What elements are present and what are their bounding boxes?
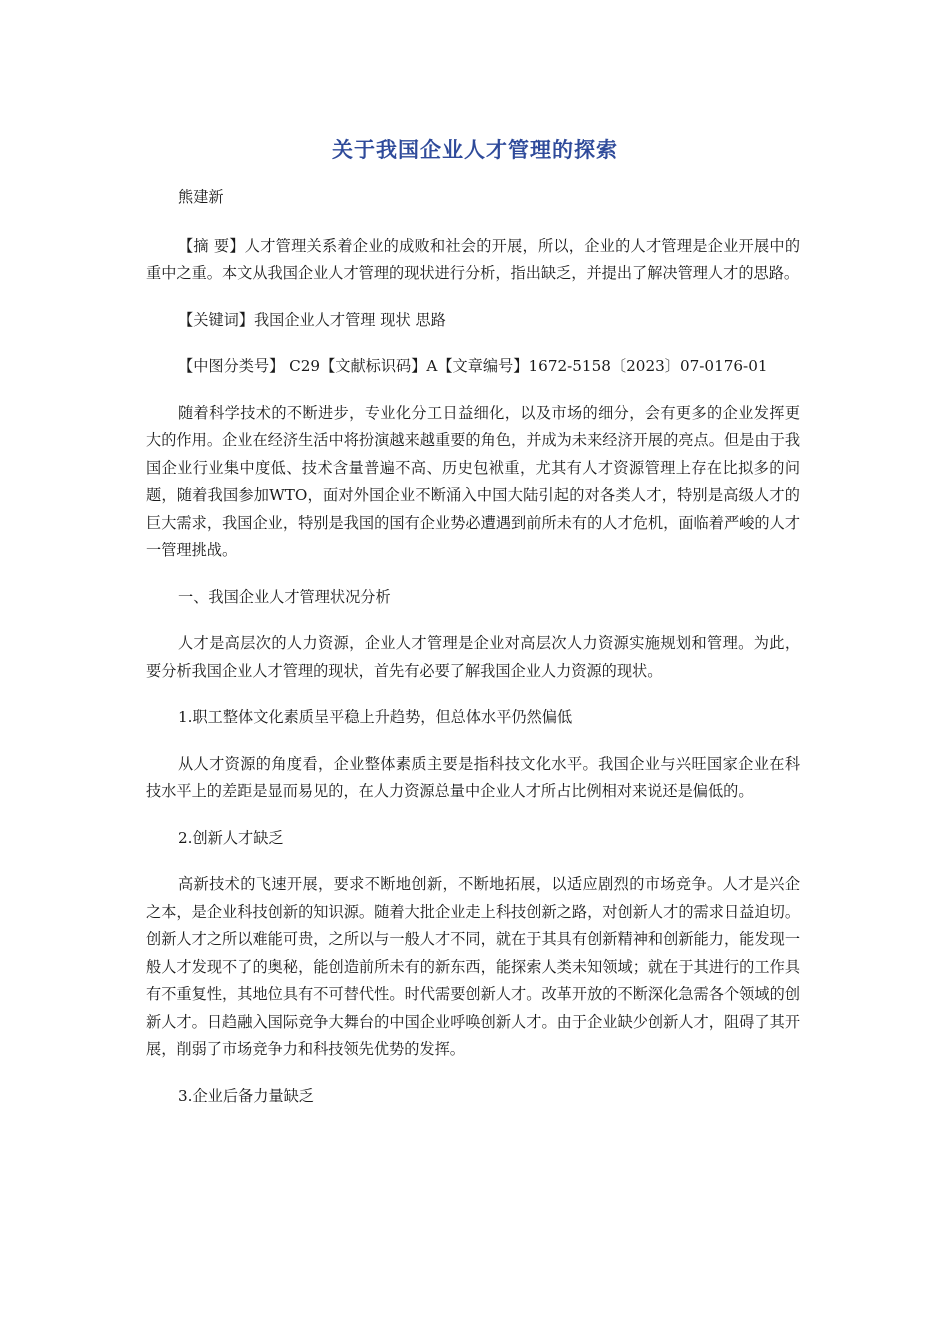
abstract-text: 人才管理关系着企业的成败和社会的开展，所以，企业的人才管理是企业开展中的重中之重。本文从我国企业人才管理的现状进行分析，指出缺乏，并提出了解决管理人才的思路。 bbox=[146, 236, 801, 282]
abstract-label: 【摘 要】 bbox=[178, 236, 245, 255]
section1-paragraph: 人才是高层次的人力资源，企业人才管理是企业对高层次人力资源实施规划和管理。为此，要分析我国企业人才管理的现状，首先有必要了解我国企业人力资源的现状。 bbox=[146, 634, 800, 680]
section1-heading: 一、我国企业人才管理状况分析 bbox=[178, 587, 391, 606]
sub1-paragraph: 从人才资源的角度看，企业整体素质主要是指科技文化水平。我国企业与兴旺国家企业在科技水平上的差距是显而易见的，在人力资源总量中企业人才所占比例相对来说还是偏低的。 bbox=[146, 754, 800, 800]
intro-paragraph: 随着科学技术的不断进步，专业化分工日益细化，以及市场的细分，会有更多的企业发挥更大的作用。企业在经济生活中将扮演越来越重要的角色，并成为未来经济开展的亮点。但是由于我国企业行业集中度低、技术含量普遍不高、历史包袱重，尤其有人才资源管理上存在比拟多的问题，随着我国参加WTO，面对外国企业不断涌入中国大陆引起的对各类人才，特别是高级人才的巨大需求，我国企业，特别是我国的国有企业势必遭遇到前所未有的人才危机，面临着严峻的人才一管理挑战。 bbox=[146, 403, 800, 559]
document-title: 关于我国企业人才管理的探索 bbox=[332, 138, 618, 162]
classification-line: 【中图分类号】 C29【文献标识码】A【文章编号】1672-5158〔2023〕07-0176-01 bbox=[178, 357, 768, 375]
keywords bbox=[146, 307, 800, 335]
keywords-text: 我国企业人才管理 现状 思路 bbox=[253, 310, 446, 329]
document-body bbox=[146, 184, 800, 1129]
keywords-label: 【关键词】 bbox=[178, 310, 254, 329]
sub1-heading: 1.职工整体文化素质呈平稳上升趋势，但总体水平仍然偏低 bbox=[178, 708, 573, 726]
sub3-heading: 3.企业后备力量缺乏 bbox=[178, 1086, 314, 1105]
sub2-heading: 2.创新人才缺乏 bbox=[178, 828, 284, 847]
author-name: 熊建新 bbox=[178, 188, 224, 206]
abstract bbox=[146, 233, 800, 288]
sub2-paragraph: 高新技术的飞速开展，要求不断地创新，不断地拓展，以适应剧烈的市场竞争。人才是兴企之本，是企业科技创新的知识源。随着大批企业走上科技创新之路，对创新人才的需求日益迫切。创新人才之所以难能可贵，之所以与一般人才不同，就在于其具有创新精神和创新能力，能发现一般人才发现不了的奥秘，能创造前所未有的新东西，能探索人类未知领域；就在于其进行的工作具有不重复性，其地位具有不可替代性。时代需要创新人才。改革开放的不断深化急需各个领域的创新人才。日趋融入国际竞争大舞台的中国企业呼唤创新人才。由于企业缺少创新人才，阻碍了其开展，削弱了市场竞争力和科技领先优势的发挥。 bbox=[146, 875, 800, 1058]
